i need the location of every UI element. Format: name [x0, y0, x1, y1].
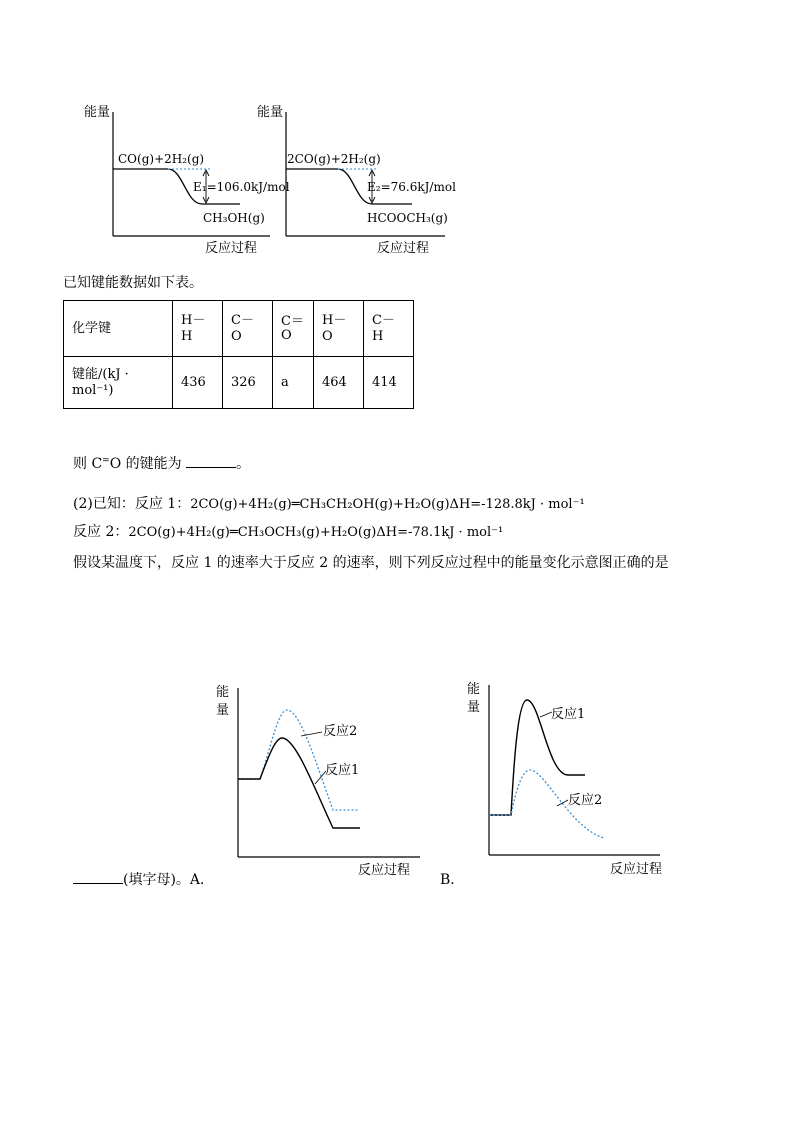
option-a-y-label-2: 量 — [216, 703, 230, 718]
diagram2-x-label: 反应过程 — [377, 241, 430, 256]
diagram1-x-label: 反应过程 — [205, 241, 258, 256]
option-b-x-label: 反应过程 — [610, 862, 663, 877]
table-cell: 436 — [173, 357, 223, 409]
option-a-x-label: 反应过程 — [358, 863, 411, 878]
diagram1-energy-label: E₁=106.0kJ/mol — [193, 180, 290, 194]
option-b-label: B． — [440, 872, 465, 888]
table-header-cell: H－H — [173, 301, 223, 357]
table-header-cell: 化学键 — [64, 301, 173, 357]
table-header-cell: H－O — [314, 301, 364, 357]
question1-prefix: 则 C — [73, 456, 103, 472]
option-a-curve1-label: 反应1 — [325, 763, 360, 778]
question2-prefix-2: 反应 2： — [73, 524, 129, 540]
diagram2-product: HCOOCH₃(g) — [367, 211, 448, 225]
intro-text: 已知键能数据如下表。 — [63, 275, 203, 291]
diagram2-energy-label: E₂=76.6kJ/mol — [367, 180, 456, 194]
table-header-cell: C－H — [364, 301, 414, 357]
answer-blank-2[interactable] — [73, 871, 123, 884]
option-b-curve1-label: 反应1 — [551, 707, 586, 722]
diagram1-product: CH₃OH(g) — [203, 211, 265, 225]
reaction2-equation: 2CO(g)+4H₂(g)═CH₃OCH₃(g)+H₂O(g)ΔH=-78.1kJ · mol⁻¹ — [128, 525, 504, 540]
table-cell: 326 — [223, 357, 273, 409]
fill-instruction: (填字母)。A． — [123, 872, 215, 888]
answer-line — [73, 871, 214, 889]
option-a-curve2-label: 反应2 — [323, 724, 358, 739]
double-bond-symbol: = — [102, 456, 110, 466]
table-cell: 414 — [364, 357, 414, 409]
reaction1-equation: 2CO(g)+4H₂(g)═CH₃CH₂OH(g)+H₂O(g)ΔH=-128.8kJ · mol⁻¹ — [190, 497, 585, 512]
question2-prefix: (2)已知：反应 1： — [73, 496, 191, 512]
option-b-y-label-1: 能 — [467, 682, 481, 697]
table-header-cell: C＝ O — [273, 301, 314, 357]
option-a-y-label-1: 能 — [216, 685, 230, 700]
table-cell: a — [273, 357, 314, 409]
table-cell: 464 — [314, 357, 364, 409]
diagram2-y-label: 能量 — [257, 105, 284, 120]
table-header-cell: C－O — [223, 301, 273, 357]
table-row-label: 键能/(kJ · mol⁻¹) — [64, 357, 173, 409]
option-b-y-label-2: 量 — [467, 700, 481, 715]
diagram2-reactant: 2CO(g)+2H₂(g) — [287, 152, 381, 166]
question1-end: 。 — [236, 456, 251, 472]
diagram1-reactant: CO(g)+2H₂(g) — [118, 152, 205, 166]
diagram1-y-label: 能量 — [84, 105, 111, 120]
option-b-curve2-label: 反应2 — [568, 793, 603, 808]
question1-suffix: O 的键能为 — [109, 456, 182, 472]
question2-line3: 假设某温度下，反应 1 的速率大于反应 2 的速率，则下列反应过程中的能量变化示意图正确的是 — [73, 555, 669, 571]
